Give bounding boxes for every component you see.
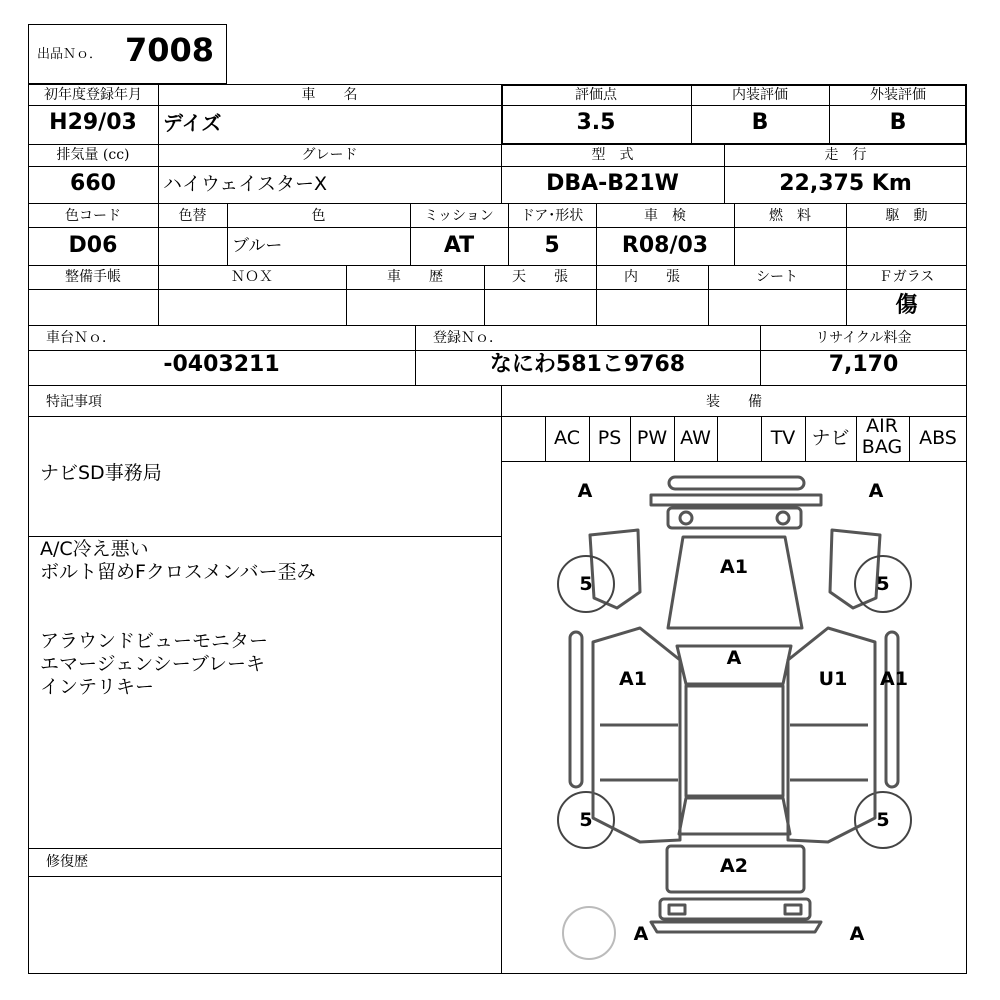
registration-number-label: 登録Ｎｏ． (433, 330, 503, 346)
equipment-item: AW (680, 427, 711, 449)
repaint-label: 色替 (178, 208, 207, 224)
equipment-item: PS (597, 427, 622, 449)
remarks-line: アラウンドビューモニター (40, 630, 269, 652)
score-value: 3.5 (576, 110, 616, 135)
rear-window-outline (679, 798, 790, 834)
remarks-label: 特記事項 (46, 394, 102, 410)
mark-right-door: U1 (818, 668, 848, 690)
front-bumper-outline (651, 477, 821, 528)
exterior-grade-value: B (889, 110, 907, 135)
remarks-line: エマージェンシーブレーキ (40, 653, 266, 675)
grade-value: ハイウェイスターX (163, 173, 328, 195)
score-label: 評価点 (575, 87, 617, 103)
door-shape-value: 5 (544, 233, 560, 258)
recycle-fee-label: リサイクル料金 (815, 330, 912, 346)
displacement-label: 排気量 (cc) (56, 147, 130, 163)
recycle-fee-value: 7,170 (828, 352, 899, 377)
headliner-label: 天 張 (512, 269, 568, 285)
remarks-line: A/C冷え悪い (40, 538, 149, 560)
left-step-outline (570, 632, 582, 787)
registration-number-value: なにわ581こ9768 (489, 352, 686, 377)
chassis-number-value: -0403211 (163, 352, 280, 377)
equipment-item: PW (636, 427, 668, 449)
model-code-value: DBA-B21W (546, 171, 679, 196)
transmission-value: AT (443, 233, 475, 258)
repair-history-label: 修復歴 (46, 854, 88, 870)
equipment-item: AC (554, 427, 580, 449)
chassis-number-label: 車台Ｎｏ． (46, 330, 116, 346)
mark-rear-left-corner: A (633, 923, 649, 945)
mark-tire-front-left: 5 (579, 573, 593, 595)
interior-trim-label: 内 張 (624, 269, 680, 285)
mark-left-side: A1 (619, 668, 647, 690)
mark-front-right-corner: A (868, 480, 884, 502)
inspection-label: 車 検 (644, 208, 686, 224)
front-glass-label: Ｆガラス (878, 269, 935, 285)
lot-number-label: 出品Ｎｏ． (37, 47, 103, 62)
inspection-value: R08/03 (621, 233, 709, 258)
mark-tire-rear-left: 5 (579, 809, 593, 831)
mileage-value: 22,375 Km (779, 171, 912, 196)
seat-label: シート (756, 269, 798, 285)
reg-date-label: 初年度登録年月 (44, 87, 142, 103)
mileage-label: 走 行 (824, 147, 867, 163)
door-shape-label: ドア･形状 (520, 208, 584, 224)
transmission-label: ミッション (424, 208, 494, 224)
equipment-item: TV (770, 427, 796, 449)
roof-outline (686, 686, 783, 796)
car-name-label: 車 名 (301, 87, 358, 103)
front-right-fender-outline (830, 530, 880, 608)
vehicle-history-label: 車 歴 (387, 269, 443, 285)
remarks-line: インテリキー (40, 676, 155, 698)
mark-roof: A (726, 647, 742, 669)
remarks-top: ナビSD事務局 (40, 462, 162, 484)
left-side-outline (593, 628, 680, 842)
remarks-line: ボルト留めFクロスメンバー歪み (40, 561, 316, 583)
grade-label: グレード (301, 147, 358, 163)
mark-tire-rear-right: 5 (876, 809, 890, 831)
mark-rear-right-corner: A (849, 923, 865, 945)
color-code-value: D06 (68, 233, 118, 258)
drive-label: 駆 動 (885, 208, 928, 224)
rear-bumper-outline (651, 899, 821, 932)
model-code-label: 型 式 (591, 147, 634, 163)
maintenance-record-label: 整備手帳 (65, 269, 121, 285)
equipment-item: ナビ (811, 427, 850, 449)
mark-trunk: A2 (720, 855, 748, 877)
front-left-fender-outline (590, 530, 640, 608)
displacement-value: 660 (70, 171, 116, 196)
nox-label: ＮＯＸ (231, 269, 273, 285)
mark-hood: A1 (720, 556, 748, 578)
reg-date-value: H29/03 (49, 110, 137, 135)
interior-grade-value: B (751, 110, 769, 135)
mark-front-left-corner: A (577, 480, 593, 502)
mark-right-side: A1 (880, 668, 908, 690)
exterior-grade-label: 外装評価 (870, 87, 926, 103)
equipment-label: 装 備 (706, 394, 762, 410)
lot-number: 7008 (125, 31, 215, 69)
hood-outline (668, 537, 802, 628)
mark-tire-front-right: 5 (876, 573, 890, 595)
right-side-outline (788, 628, 875, 842)
fuel-label: 燃 料 (769, 208, 811, 224)
equipment-item: ABS (919, 427, 957, 449)
color-label: 色 (311, 208, 326, 224)
interior-grade-label: 内装評価 (732, 87, 788, 103)
right-step-outline (886, 632, 898, 787)
color-code-label: 色コード (65, 208, 121, 224)
front-glass-value: 傷 (895, 292, 918, 318)
spare-tire-outline (563, 907, 615, 959)
car-name-value: デイズ (163, 111, 222, 135)
equipment-item-airbag: AIR BAG (861, 415, 903, 458)
color-value: ブルー (232, 236, 283, 256)
